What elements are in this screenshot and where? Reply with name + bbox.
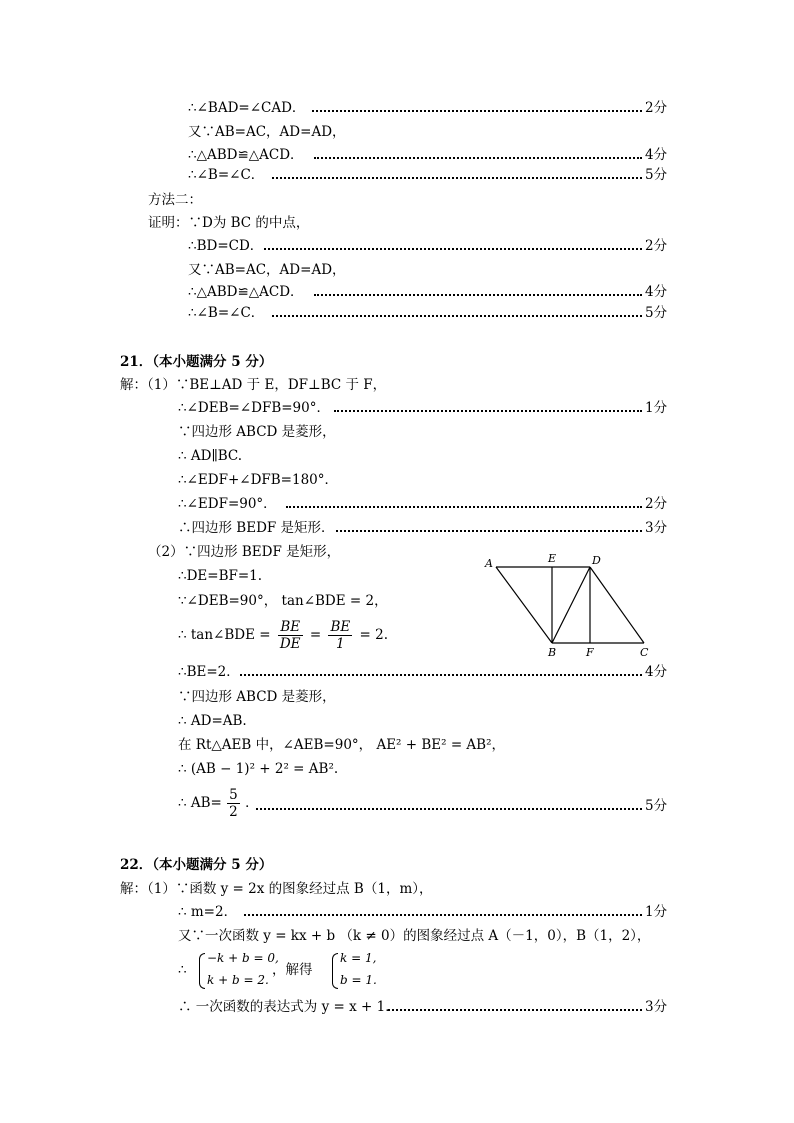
q21-p10: ∵∠DEB=90°， tan∠BDE = 2，: [178, 593, 388, 609]
label-d: D: [592, 554, 601, 567]
label-b: B: [548, 646, 557, 659]
leader-dots: [334, 410, 642, 412]
side-ab: [496, 567, 552, 643]
fraction-numerator: BE: [330, 619, 351, 635]
q21-p16: ∴ (AB − 1)² + 2² = AB².: [178, 761, 339, 777]
score: 4分: [645, 664, 668, 680]
m2-line5: ∴∠B=∠C．: [188, 305, 265, 321]
m2-line1: 证明：∵D为 BC 的中点，: [148, 215, 310, 231]
leader-dots: [240, 674, 642, 676]
score: 3分: [645, 999, 668, 1015]
leader-dots: [336, 530, 642, 532]
leader-dots: [312, 110, 642, 112]
score: 2分: [645, 496, 668, 512]
leader-dots: [272, 315, 642, 317]
m2-line3: 又∵AB=AC，AD=AD，: [188, 262, 346, 278]
score: 2分: [645, 100, 668, 116]
label-f: F: [586, 646, 594, 659]
system2-eq2: b = 1.: [340, 973, 377, 987]
q21-p17b: ．: [245, 795, 259, 811]
score: 4分: [645, 147, 668, 163]
leader-dots: [314, 157, 642, 159]
system1-eq1: −k + b = 0,: [207, 951, 279, 965]
leader-dots: [244, 914, 642, 916]
m2-line4: ∴△ABD≌△ACD．: [188, 284, 304, 300]
q22-p5: ∴ 一次函数的表达式为 y = x + 1．: [178, 999, 399, 1015]
score: 4分: [645, 284, 668, 300]
m1-line1: ∴∠BAD=∠CAD．: [188, 100, 306, 116]
score: 2分: [645, 238, 668, 254]
label-a: A: [485, 557, 493, 570]
q21-p17: [178, 786, 259, 822]
score: 5分: [645, 167, 668, 183]
fraction-five-halves: [227, 787, 240, 820]
q21-p1: 解：（1）∵BE⊥AD 于 E，DF⊥BC 于 F，: [120, 377, 387, 393]
method2-title: 方法二：: [148, 192, 202, 208]
leader-dots: [286, 506, 642, 508]
q21-p14: ∴ AD=AB.: [178, 713, 247, 729]
leader-dots: [272, 177, 642, 179]
q22-p4b: ，解得: [272, 962, 313, 978]
q22-p2: ∴ m=2．: [178, 904, 238, 920]
fraction-denominator: 2: [229, 804, 238, 820]
q21-p11: [178, 618, 388, 654]
q22-p4a: ∴: [178, 962, 187, 978]
score: 1分: [645, 904, 668, 920]
score: 5分: [645, 798, 668, 814]
m1-line3: ∴△ABD≌△ACD．: [188, 147, 304, 163]
rhombus-figure: [478, 552, 658, 660]
q22-p1: 解：（1）∵函数 y = 2x 的图象经过点 B（1，m），: [120, 881, 433, 897]
q21-p6: ∴∠EDF=90°．: [178, 496, 277, 512]
score: 1分: [645, 400, 668, 416]
q21-p7: ∴四边形 BEDF 是矩形．: [178, 520, 335, 536]
leader-dots: [314, 294, 642, 296]
q21-p13: ∵四边形 ABCD 是菱形，: [178, 689, 336, 705]
leader-dots: [388, 1009, 642, 1011]
q22-p3: 又∵一次函数 y = kx + b （k ≠ 0）的图象经过点 A（－1，0），B（1，2），: [178, 928, 651, 944]
fraction-numerator: BE: [278, 619, 303, 636]
segment-bd: [552, 567, 590, 643]
fraction-denominator: 1: [336, 636, 345, 652]
leader-dots: [256, 808, 642, 810]
score: 5分: [645, 305, 668, 321]
q21-p12: ∴BE=2．: [178, 664, 240, 680]
label-e: E: [548, 552, 557, 565]
q21-p15: 在 Rt△AEB 中，∠AEB=90°， AE² + BE² = AB²，: [178, 737, 506, 753]
q21-p11a: ∴ tan∠BDE =: [178, 627, 271, 643]
side-dc: [590, 567, 644, 643]
q21-p9: ∴DE=BF=1.: [178, 568, 263, 584]
system1-eq2: k + b = 2.: [207, 973, 269, 987]
label-c: C: [640, 646, 649, 659]
q21-p8: （2）∵四边形 BEDF 是矩形，: [148, 544, 341, 560]
fraction-be-de: [278, 619, 303, 652]
q21-p11b: = 2.: [359, 627, 389, 643]
brace-left-1: [199, 953, 205, 989]
m1-line4: ∴∠B=∠C．: [188, 167, 265, 183]
score: 3分: [645, 520, 668, 536]
q22-title: 22．（本小题满分 5 分）: [120, 857, 273, 873]
fraction-be-1: [328, 619, 352, 652]
q21-p5: ∴∠EDF+∠DFB=180°．: [178, 472, 339, 488]
fraction-denominator: DE: [279, 636, 301, 652]
q21-title: 21．（本小题满分 5 分）: [120, 354, 273, 370]
fraction-numerator: 5: [229, 787, 238, 803]
leader-dots: [264, 248, 642, 250]
brace-left-2: [332, 953, 338, 989]
m2-line2: ∴BD=CD．: [188, 238, 264, 254]
q21-p3: ∵四边形 ABCD 是菱形，: [178, 424, 336, 440]
q21-p4: ∴ AD∥BC.: [178, 448, 242, 464]
q21-p2: ∴∠DEB=∠DFB=90°．: [178, 400, 330, 416]
equals: =: [309, 627, 322, 643]
m1-line2: 又∵AB=AC，AD=AD，: [188, 124, 346, 140]
q21-p17a: ∴ AB=: [178, 795, 222, 811]
system2-eq1: k = 1,: [340, 951, 377, 965]
